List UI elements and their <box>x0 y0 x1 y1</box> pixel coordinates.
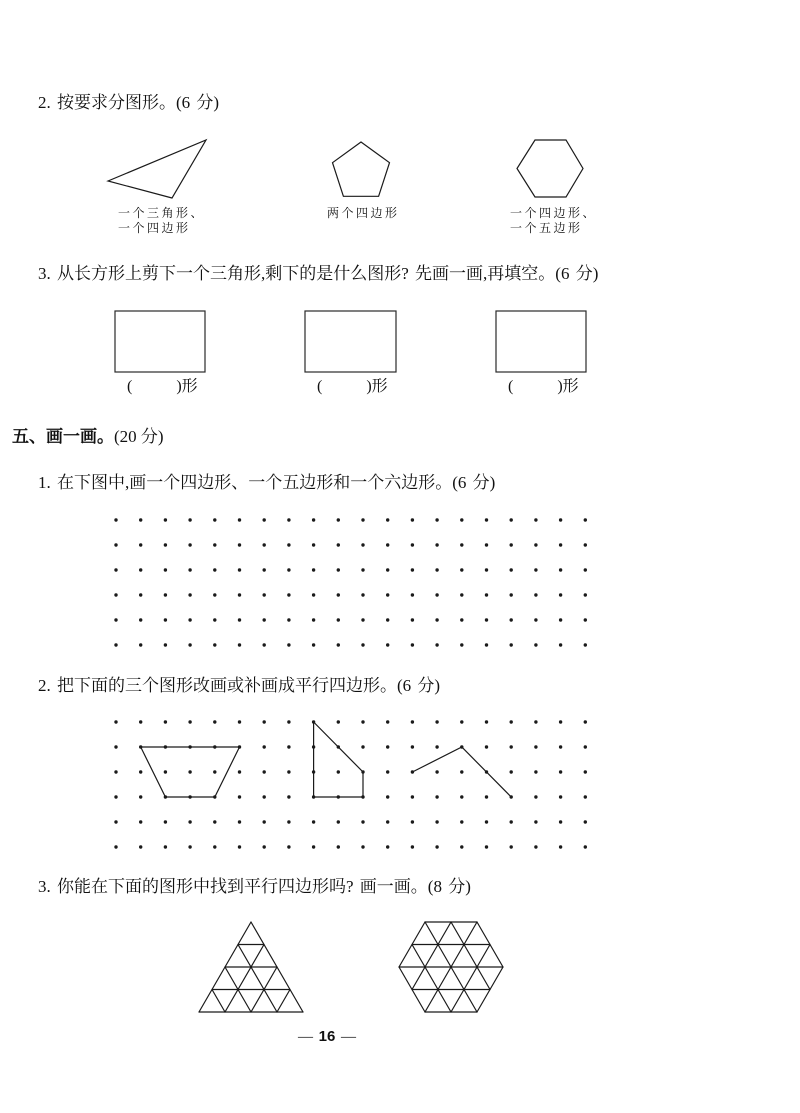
grid-dot <box>460 770 463 773</box>
grid-dot <box>164 820 167 823</box>
grid-dot <box>411 795 414 798</box>
grid-dot <box>435 568 438 571</box>
blank-open-paren: ( <box>508 378 514 395</box>
cut-question-title: 3. 从长方形上剪下一个三角形,剩下的是什么图形? 先画一画,再填空。(6 分) <box>38 264 599 283</box>
grid-dot <box>139 845 142 848</box>
grid-dot <box>361 845 364 848</box>
grid-dot <box>139 593 142 596</box>
grid-dot <box>584 518 587 521</box>
grid-dot <box>485 518 488 521</box>
footer-dash-right: — <box>341 1029 356 1045</box>
grid-dot <box>139 568 142 571</box>
grid-dot <box>164 543 167 546</box>
grid-dot <box>238 568 241 571</box>
pentagon-label <box>327 206 400 221</box>
hexagon-lattice <box>399 922 503 1012</box>
classify-figures <box>108 140 583 198</box>
grid-dot <box>361 770 364 773</box>
grid-dot <box>361 568 364 571</box>
grid-dot <box>584 543 587 546</box>
page-footer <box>298 1027 356 1047</box>
grid-dot <box>361 593 364 596</box>
grid-dot <box>584 568 587 571</box>
grid-dot <box>584 820 587 823</box>
grid-dot <box>411 618 414 621</box>
grid-dot <box>460 720 463 723</box>
grid-dot <box>534 568 537 571</box>
grid-dot <box>510 518 513 521</box>
grid-dot <box>510 820 513 823</box>
label-line: 一个四边形、 <box>510 206 598 220</box>
section-5-question-2: 2. 把下面的三个图形改画或补画成平行四边形。(6 分) <box>38 676 441 695</box>
grid-dot <box>188 720 191 723</box>
grid-dot <box>213 770 216 773</box>
grid-dot <box>164 745 167 748</box>
grid-dot <box>435 618 438 621</box>
grid-dot <box>460 795 463 798</box>
grid-dot <box>263 845 266 848</box>
rectangle-1 <box>115 311 205 372</box>
grid-dot <box>435 745 438 748</box>
grid-dot <box>460 820 463 823</box>
grid-dot <box>559 643 562 646</box>
blank-space <box>132 387 176 388</box>
grid-dot <box>238 770 241 773</box>
grid-dot <box>312 568 315 571</box>
grid-dot <box>213 795 216 798</box>
grid-dot <box>559 518 562 521</box>
grid-dot <box>510 770 513 773</box>
grid-dot <box>312 845 315 848</box>
grid-dot <box>361 795 364 798</box>
grid-dot <box>435 770 438 773</box>
label-line: 一个五边形 <box>510 221 583 235</box>
section-5-question-3: 3. 你能在下面的图形中找到平行四边形吗? 画一画。(8 分) <box>38 877 471 896</box>
grid-dot <box>114 845 117 848</box>
grid-dot <box>435 543 438 546</box>
grid-dot <box>263 720 266 723</box>
grid-dot <box>411 643 414 646</box>
grid-dot <box>485 795 488 798</box>
grid-dot <box>411 720 414 723</box>
grid-dot <box>534 593 537 596</box>
grid-dot <box>287 568 290 571</box>
grid-dot <box>534 820 537 823</box>
grid-dot <box>139 745 142 748</box>
grid-dot <box>188 568 191 571</box>
grid-dot <box>435 845 438 848</box>
grid-dot <box>386 795 389 798</box>
grid-dot <box>164 643 167 646</box>
rectangle-2 <box>305 311 396 372</box>
grid-dot <box>164 770 167 773</box>
grid-dot <box>337 820 340 823</box>
grid-dot <box>485 820 488 823</box>
grid-dot <box>287 643 290 646</box>
blank-close-suffix: )形 <box>557 378 579 395</box>
label-line: 两个四边形 <box>327 206 400 220</box>
grid-dot <box>164 518 167 521</box>
blank-open-paren: ( <box>127 378 133 395</box>
grid-dot <box>510 593 513 596</box>
grid-dot <box>485 745 488 748</box>
grid-dot <box>411 845 414 848</box>
grid-dot <box>411 745 414 748</box>
grid-dot <box>263 543 266 546</box>
grid-dot <box>584 720 587 723</box>
grid-dot <box>188 543 191 546</box>
grid-dot <box>139 770 142 773</box>
grid-dot <box>460 845 463 848</box>
grid-dot <box>337 643 340 646</box>
grid-dot <box>164 845 167 848</box>
grid-dot <box>287 845 290 848</box>
grid-dot <box>188 643 191 646</box>
section-5-score: (20 分) <box>114 427 164 446</box>
grid-dot <box>263 518 266 521</box>
grid-dot <box>238 745 241 748</box>
grid-dot <box>460 618 463 621</box>
grid-dot <box>164 593 167 596</box>
hexagon-label <box>510 206 597 236</box>
grid-dot <box>485 770 488 773</box>
parallelogram-task-shapes <box>141 722 512 797</box>
grid-dot <box>287 618 290 621</box>
grid-dot <box>435 643 438 646</box>
grid-dot <box>312 643 315 646</box>
grid-dot <box>411 518 414 521</box>
grid-dot <box>263 643 266 646</box>
grid-dot <box>287 770 290 773</box>
grid-dot <box>337 593 340 596</box>
grid-dot <box>460 593 463 596</box>
grid-dot <box>263 568 266 571</box>
grid-dot <box>312 518 315 521</box>
grid-dot <box>337 543 340 546</box>
grid-dot <box>139 820 142 823</box>
triangle-shape <box>108 140 206 198</box>
grid-dot <box>238 720 241 723</box>
grid-dot <box>534 770 537 773</box>
grid-dot <box>238 518 241 521</box>
grid-dot <box>584 618 587 621</box>
grid-dot <box>386 845 389 848</box>
grid-dot <box>435 795 438 798</box>
grid-dot <box>213 845 216 848</box>
grid-dot <box>584 643 587 646</box>
triangle-lattice <box>199 922 303 1012</box>
grid-dot <box>510 720 513 723</box>
grid-dot <box>510 618 513 621</box>
grid-dot <box>114 593 117 596</box>
grid-dot <box>114 745 117 748</box>
grid-dot <box>337 568 340 571</box>
grid-dot <box>312 820 315 823</box>
grid-dot <box>337 518 340 521</box>
grid-dot <box>213 643 216 646</box>
grid-dot <box>584 770 587 773</box>
grid-dot <box>287 720 290 723</box>
grid-dot <box>312 770 315 773</box>
grid-dot <box>411 568 414 571</box>
answer-blank-2 <box>317 377 388 397</box>
grid-dot <box>213 568 216 571</box>
grid-dot <box>139 720 142 723</box>
section-5-title: 五、画一画。 <box>12 427 114 446</box>
grid-dot <box>337 618 340 621</box>
grid-dot <box>460 543 463 546</box>
grid-dot <box>213 593 216 596</box>
dot-grid-1 <box>114 518 587 646</box>
grid-dot <box>188 745 191 748</box>
grid-dot <box>534 745 537 748</box>
triangle-label <box>118 206 205 236</box>
blank-space <box>513 387 557 388</box>
grid-dot <box>213 745 216 748</box>
answer-blank-3 <box>508 377 579 397</box>
grid-dot <box>559 845 562 848</box>
grid-dot <box>188 770 191 773</box>
grid-dot <box>114 543 117 546</box>
page-number: 16 <box>318 1028 336 1045</box>
grid-dot <box>510 845 513 848</box>
grid-dot <box>188 845 191 848</box>
grid-dot <box>435 820 438 823</box>
grid-dot <box>559 618 562 621</box>
grid-dot <box>213 618 216 621</box>
grid-dot <box>584 795 587 798</box>
grid-dot <box>361 745 364 748</box>
blank-close-suffix: )形 <box>176 378 198 395</box>
grid-dot <box>337 745 340 748</box>
grid-dot <box>584 845 587 848</box>
grid-dot <box>238 845 241 848</box>
grid-dot <box>238 593 241 596</box>
right-trapezoid-shape <box>314 722 363 797</box>
answer-blank-1 <box>127 377 198 397</box>
grid-dot <box>361 643 364 646</box>
grid-dot <box>460 518 463 521</box>
grid-dot <box>386 820 389 823</box>
grid-dot <box>238 820 241 823</box>
grid-dot <box>164 568 167 571</box>
grid-dot <box>361 543 364 546</box>
grid-dot <box>337 845 340 848</box>
grid-dot <box>559 720 562 723</box>
blank-space <box>322 387 366 388</box>
grid-dot <box>238 643 241 646</box>
grid-dot <box>164 618 167 621</box>
blank-close-suffix: )形 <box>366 378 388 395</box>
grid-dot <box>238 795 241 798</box>
section-5-heading <box>12 427 164 447</box>
grid-dot <box>164 720 167 723</box>
grid-dot <box>559 820 562 823</box>
grid-dot <box>287 795 290 798</box>
grid-dot <box>114 720 117 723</box>
grid-dot <box>534 720 537 723</box>
grid-dot <box>188 593 191 596</box>
grid-dot <box>312 618 315 621</box>
rectangle-figures <box>115 311 586 372</box>
grid-dot <box>460 745 463 748</box>
grid-dot <box>139 795 142 798</box>
pentagon-shape <box>333 142 390 196</box>
blank-open-paren: ( <box>317 378 323 395</box>
grid-dot <box>312 720 315 723</box>
grid-dot <box>386 745 389 748</box>
grid-dot <box>411 593 414 596</box>
grid-dot <box>386 543 389 546</box>
grid-dot <box>337 795 340 798</box>
grid-dot <box>386 593 389 596</box>
grid-dot <box>534 795 537 798</box>
grid-dot <box>114 518 117 521</box>
grid-dot <box>386 568 389 571</box>
footer-dash-left: — <box>298 1029 313 1045</box>
grid-dot <box>361 618 364 621</box>
grid-dot <box>188 795 191 798</box>
grid-dot <box>584 745 587 748</box>
grid-dot <box>238 618 241 621</box>
label-line: 一个三角形、 <box>118 206 206 220</box>
grid-dot <box>312 745 315 748</box>
grid-dot <box>485 845 488 848</box>
grid-dot <box>435 593 438 596</box>
grid-dot <box>139 618 142 621</box>
grid-dot <box>485 643 488 646</box>
grid-dot <box>559 543 562 546</box>
grid-dot <box>114 795 117 798</box>
grid-dot <box>411 543 414 546</box>
grid-dot <box>485 618 488 621</box>
grid-dot <box>312 543 315 546</box>
grid-dot <box>238 543 241 546</box>
grid-dot <box>510 795 513 798</box>
grid-dot <box>139 518 142 521</box>
grid-dot <box>361 720 364 723</box>
grid-dot <box>386 770 389 773</box>
grid-dot <box>559 770 562 773</box>
rectangle-3 <box>496 311 586 372</box>
grid-dot <box>139 543 142 546</box>
grid-dot <box>386 720 389 723</box>
grid-dot <box>559 593 562 596</box>
grid-dot <box>287 543 290 546</box>
grid-dot <box>114 820 117 823</box>
grid-dot <box>213 820 216 823</box>
grid-dot <box>114 568 117 571</box>
grid-dot <box>485 720 488 723</box>
grid-dot <box>534 543 537 546</box>
grid-dot <box>386 618 389 621</box>
grid-dot <box>312 593 315 596</box>
grid-dot <box>263 593 266 596</box>
label-line: 一个四边形 <box>118 221 191 235</box>
grid-dot <box>361 820 364 823</box>
grid-dot <box>188 618 191 621</box>
grid-dot <box>485 568 488 571</box>
grid-dot <box>584 593 587 596</box>
grid-dot <box>361 518 364 521</box>
grid-dot <box>312 795 315 798</box>
grid-dot <box>337 770 340 773</box>
section-5-question-1: 1. 在下图中,画一个四边形、一个五边形和一个六边形。(6 分) <box>38 473 496 492</box>
grid-dot <box>287 593 290 596</box>
dot-grid-2 <box>114 720 587 848</box>
grid-dot <box>188 820 191 823</box>
grid-dot <box>559 795 562 798</box>
grid-dot <box>114 643 117 646</box>
grid-dot <box>164 795 167 798</box>
grid-dot <box>114 618 117 621</box>
grid-dot <box>411 820 414 823</box>
grid-dot <box>534 845 537 848</box>
grid-dot <box>510 643 513 646</box>
grid-dot <box>287 820 290 823</box>
grid-dot <box>534 518 537 521</box>
grid-dot <box>386 643 389 646</box>
grid-dot <box>411 770 414 773</box>
grid-dot <box>213 543 216 546</box>
grid-dot <box>263 618 266 621</box>
grid-dot <box>263 770 266 773</box>
grid-dot <box>510 745 513 748</box>
grid-dot <box>435 720 438 723</box>
classify-question-title: 2. 按要求分图形。(6 分) <box>38 93 220 112</box>
grid-dot <box>534 618 537 621</box>
grid-dot <box>263 795 266 798</box>
hexagon-shape <box>517 140 583 197</box>
grid-dot <box>460 568 463 571</box>
grid-dot <box>559 568 562 571</box>
grid-dot <box>386 518 389 521</box>
grid-dot <box>139 643 142 646</box>
lattice-line <box>277 990 290 1013</box>
grid-dot <box>287 518 290 521</box>
grid-dot <box>510 543 513 546</box>
grid-dot <box>263 820 266 823</box>
grid-dot <box>287 745 290 748</box>
grid-dot <box>485 543 488 546</box>
grid-dot <box>114 770 117 773</box>
grid-dot <box>435 518 438 521</box>
grid-dot <box>188 518 191 521</box>
grid-dot <box>263 745 266 748</box>
grid-dot <box>213 518 216 521</box>
grid-dot <box>510 568 513 571</box>
lattice-line <box>212 990 225 1013</box>
grid-dot <box>534 643 537 646</box>
grid-dot <box>213 720 216 723</box>
grid-dot <box>460 643 463 646</box>
grid-dot <box>485 593 488 596</box>
grid-dot <box>559 745 562 748</box>
grid-dot <box>337 720 340 723</box>
